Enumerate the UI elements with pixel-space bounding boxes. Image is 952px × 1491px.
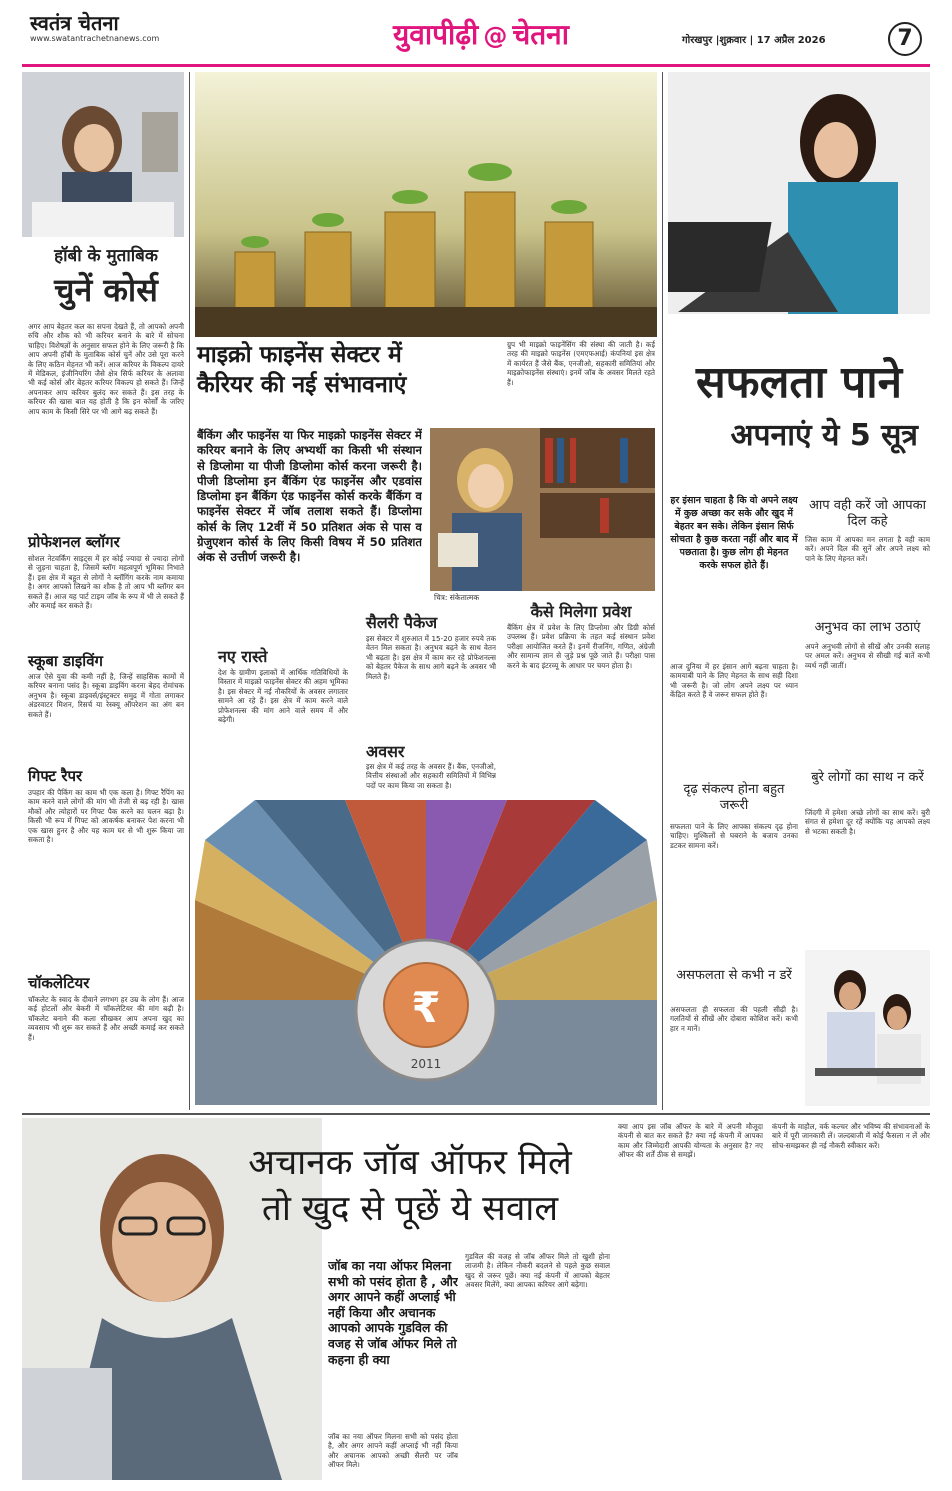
tip1-body: जिस काम में आपका मन लगता है वही काम करें। अपने दिल की सुनें और अपने लक्ष्य को पाने के लिए मेहनत करें। xyxy=(805,535,930,563)
job-offer-headline-line1: अचानक जॉब ऑफर मिले xyxy=(248,1143,572,1183)
opportunity-body: इस क्षेत्र में कई तरह के अवसर हैं। बैंक, एनजीओ, वित्तीय संस्थाओं और सहकारी समितियों में विभिन्न पदों पर काम किया जा सकता है। xyxy=(366,762,496,790)
chocolatier-body: चॉकलेट के स्वाद के दीवाने लगभग हर उम्र के लोग हैं। आज कई होटलों और बेकरी में चॉकलेटियर की मांग बढ़ी है। चॉकलेट बनाने की कला सीखकर आप अपना खुद का व्यवसाय भी शुरू कर सकते हैं और अच्छी कमाई कर सकते हैं। xyxy=(28,995,184,1042)
microfinance-top-right-text: ग्रुप भी माइक्रो फाइनेंसिंग की संस्था की जाती है। कई तरह की माइक्रो फाइनेंस (एमएफआई) कंपनियां इस क्षेत्र में कार्यरत हैं जैसे बैंक, एनजीओ, सहकारी समितियां और माइक्रोफाइनेंस संस्थाएं। इनमें जॉब के अवसर मिलते रहते हैं। xyxy=(507,340,655,387)
page-number: 7 xyxy=(888,22,922,56)
job-offer-col-c: कंपनी के माहौल, वर्क कल्चर और भविष्य की संभावनाओं के बारे में पूरी जानकारी लें। जल्दबाजी में कोई फैसला न लें और सोच-समझकर ही नई नौकरी स्वीकार करें। xyxy=(772,1122,930,1150)
salary-title: सैलरी पैकेज xyxy=(366,613,438,632)
salary-body: इस सेक्टर में शुरुआत में 15-20 हजार रुपये तक वेतन मिल सकता है। अनुभव बढ़ने के साथ वेतन भी बढ़ता है। इस क्षेत्र में काम कर रहे प्रोफेशनल्स को बेहतर पैकेज के साथ आगे बढ़ने के अवसर भी मिलते हैं। xyxy=(366,634,496,681)
student-library-photo xyxy=(430,428,655,591)
left-column-divider xyxy=(189,72,190,1110)
section-banner xyxy=(333,15,629,57)
woman-laptop-photo xyxy=(668,72,930,314)
job-offer-lead-small: जॉब का नया ऑफर मिलना सभी को पसंद होता है, और अगर आपने कहीं अप्लाई भी नहीं किया और अचानक आपको अच्छी सैलरी पर जॉब ऑफर मिले। xyxy=(328,1432,458,1470)
tip4-title: बुरे लोगों का साथ न करें xyxy=(811,770,924,785)
gift-wrapper-body: उपहार की पैकिंग का काम भी एक कला है। गिफ्ट रैपिंग का काम करने वाले लोगों की मांग भी तेजी से बढ़ रही है। खास मौकों और त्योहारों पर गिफ्ट पैक करने का चलन बढ़ा है। किसी भी रूप में गिफ्ट को आकर्षक बनाकर पेश करना भी एक खास हुनर है और यह काम घर से भी शुरू किया जा सकता है। xyxy=(28,788,184,845)
new-paths-body: देश के ग्रामीण इलाकों में आर्थिक गतिविधियों के विस्तार में माइक्रो फाइनेंस सेक्टर की अहम भूमिका है। इस सेक्टर में नई नौकरियों के अवसर लगातार सामने आ रहे हैं। इस क्षेत्र में काम करने वाले प्रोफेशनल्स की मांग आने वाले समय में और बढ़ेगी। xyxy=(218,668,348,725)
gift-wrapper-title: गिफ्ट रैपर xyxy=(28,767,83,785)
chocolatier-title: चॉकलेटियर xyxy=(28,974,90,992)
tip3-body: सफलता पाने के लिए आपका संकल्प दृढ़ होना चाहिए। मुश्किलों से घबराने के बजाय उनका डटकर सामना करें। xyxy=(670,822,798,850)
hobby-intro: अगर आप बेहतर कल का सपना देखते हैं, तो आपको अपनी रुचि और शौक को भी करियर बनाने के बारे में सोचना चाहिए। विशेषज्ञों के अनुसार सफल होने के लिए जरूरी है कि आप अपनी हॉबी के मुताबिक कोर्स चुनें और उसे पूरा करने के लिए कठिन मेहनत भी करें। आज करियर के विकल्प दायरे में मेडिकल, इंजीनियरिंग जैसे क्षेत्र सिर्फ करियर के अलावा भी कई कोर्स और बेहतर करियर विकल्प हो सकते हैं। जिन्हें अपनाकर आप करियर बुलंद कर सकते हैं। इस तरह के करियर की खास बात यह होती है कि इन कोर्सों के जरिए आप काम के किसी सिरे पर भी आगे बढ़ सकते हैं। xyxy=(28,322,184,416)
bottom-section-rule xyxy=(22,1113,930,1115)
microfinance-headline-line1: माइक्रो फाइनेंस सेक्टर में xyxy=(197,342,402,368)
new-paths-title: नए रास्ते xyxy=(218,647,268,666)
website-url: www.swatantrachetnanews.com xyxy=(30,34,160,43)
section-title-at: @ xyxy=(483,22,508,50)
job-offer-headline-line2: तो खुद से पूछें ये सवाल xyxy=(261,1189,559,1229)
job-offer-col-b: क्या आप इस जॉब ऑफर के बारे में अपनी मौजूदा कंपनी से बात कर सकते हैं? क्या नई कंपनी में आपका काम और जिम्मेदारी आपकी योग्यता के अनुसार है? नए ऑफर की शर्तें ठीक से समझें। xyxy=(618,1122,763,1160)
dateline: गोरखपुर |शुक्रवार | 17 अप्रैल 2026 xyxy=(682,35,826,46)
scuba-body: आज ऐसे युवा की कमी नहीं है, जिन्हें साहसिक कामों में करियर बनाना पसंद है। स्कूबा डाइविंग करना बेहद रोमांचक अनुभव है। स्कूबा डाइवर्स/इंस्ट्रक्टर समुद्र में गोता लगाकर अंडरवाटर मिशन, रिसर्च या रेस्क्यू ऑपरेशन का अंग बन सकते हैं। xyxy=(28,672,184,719)
masthead-rule xyxy=(22,64,930,67)
job-offer-col-a: गुडविल की वजह से जॉब ऑफर मिले तो खुशी होना लाजमी है। लेकिन नौकरी बदलने से पहले कुछ सवाल खुद से जरूर पूछें। क्या नई कंपनी में आपको बेहतर अवसर मिलेंगे, क्या आपका करियर आगे बढ़ेगा। xyxy=(465,1252,610,1290)
coins-plants-photo xyxy=(195,72,657,337)
section-title-left: युवापीढ़ी xyxy=(393,18,479,51)
blogger-body: सोशल नेटवर्किंग साइट्स में हर कोई ज्यादा से ज्यादा लोगों से जुड़ना चाहता है, जिसमें ब्लॉग महत्वपूर्ण भूमिका निभाते हैं। इस क्षेत्र में बहुत से लोगों ने ब्लॉगिंग करके नाम कमाया है। अगर आपको लिखने का शौक है तो आप भी ब्लॉगर बन सकते हैं। आज यह पार्ट टाइम जॉब के रूप में भी ले सकते हैं और कमाई कर सकते हैं। xyxy=(28,554,184,611)
microfinance-lead: बैंकिंग और फाइनेंस या फिर माइक्रो फाइनेंस सेक्टर में करियर बनाने के लिए अभ्यर्थी का किसी भी संस्थान से डिप्लोमा या पीजी डिप्लोमा कोर्स करना जरूरी है। पीजी डिप्लोमा इन बैंकिंग एंड फाइनेंस और एडवांस डिप्लोमा इन बैंकिंग एंड फाइनेंस कोर्स करके बैंकिंग व फाइनेंस सेक्टर में जॉब तलाश सकते हैं। डिप्लोमा कोर्स के लिए 12वीं में 50 प्रतिशत अंक से पास व ग्रेजुएशन कोर्स के लिए किसी विषय में 50 प्रतिशत अंक से उत्तीर्ण जरूरी है। xyxy=(197,428,422,565)
student-photo-caption: चित्र: संकेतात्मक xyxy=(434,593,480,602)
success-headline-big: सफलता पाने xyxy=(695,357,903,408)
success-lead: हर इंसान चाहता है कि वो अपने लक्ष्य में कुछ अच्छा कर सके और खुद में बेहतर बन सके। लेकिन इंसान सिर्फ सोचता है कुछ करता नहीं और बाद में पछताता है। कुछ लोग ही मेहनत करके सफल होते हैं। xyxy=(670,495,798,571)
tip3-title: दृढ़ संकल्प होना बहुत जरूरी xyxy=(683,782,785,813)
tip2-title: अनुभव का लाभ उठाएं xyxy=(814,620,921,635)
tip1-title: आप वही करें जो आपका दिल कहे xyxy=(808,498,927,529)
opportunity-title: अवसर xyxy=(366,742,405,761)
admission-title: कैसे मिलेगा प्रवेश xyxy=(530,602,632,621)
tip4-body: जिंदगी में हमेशा अच्छे लोगों का साथ करें। बुरी संगत से हमेशा दूर रहें क्योंकि यह आपको लक्ष्य से भटका सकती है। xyxy=(805,808,930,836)
section-title-right: चेतना xyxy=(512,18,569,51)
admission-body: बैंकिंग क्षेत्र में प्रवेश के लिए डिप्लोमा और डिग्री कोर्स उपलब्ध हैं। प्रवेश प्रक्रिया के तहत कई संस्थान प्रवेश परीक्षा आयोजित करते हैं। इनमें रीजनिंग, गणित, अंग्रेजी और सामान्य ज्ञान से जुड़े प्रश्न पूछे जाते हैं। परीक्षा पास करने के बाद इंटरव्यू के आधार पर चयन होता है। xyxy=(507,623,655,670)
coin-year-text: 2011 xyxy=(410,1057,442,1071)
hobby-headline-top: हॉबी के मुताबिक xyxy=(54,246,158,266)
hobby-headline-big: चुनें कोर्स xyxy=(54,271,158,309)
blogger-title: प्रोफेशनल ब्लॉगर xyxy=(28,533,120,551)
center-right-divider xyxy=(662,72,663,1110)
rupee-coin-collage xyxy=(195,800,657,1105)
microfinance-headline xyxy=(197,340,497,400)
tip5-body: असफलता ही सफलता की पहली सीढ़ी है। गलतियों से सीखें और दोबारा कोशिश करें। कभी हार न मानें। xyxy=(670,1005,798,1033)
tip5-title: असफलता से कभी न डरें xyxy=(676,968,792,983)
scuba-title: स्कूबा डाइविंग xyxy=(28,652,103,670)
masthead xyxy=(0,0,952,68)
svg-text:₹: ₹ xyxy=(411,983,441,1032)
office-team-photo xyxy=(805,950,930,1106)
job-offer-lead: जॉब का नया ऑफर मिलना सभी को पसंद होता है , और अगर आपने कहीं अप्लाई भी नहीं किया और अचानक आपको आपके गुडविल की वजह से जॉब ऑफर मिले तो कहना ही क्या xyxy=(328,1258,458,1367)
tip2-body: अपने अनुभवी लोगों से सीखें और उनकी सलाह पर अमल करें। अनुभव से सीखी गई बातें कभी व्यर्थ नहीं जातीं। xyxy=(805,642,930,670)
microfinance-headline-line2: कैरियर की नई संभावनाएं xyxy=(197,372,407,398)
success-headline-sub: अपनाएं ये 5 सूत्र xyxy=(730,418,918,453)
brand-logo: स्वतंत्र चेतना xyxy=(30,11,119,35)
girl-studying-photo xyxy=(22,72,184,237)
success-body-left: आज दुनिया में हर इंसान आगे बढ़ना चाहता है। कामयाबी पाने के लिए मेहनत के साथ सही दिशा भी जरूरी है। जो लोग अपने लक्ष्य पर ध्यान केंद्रित करते हैं वे जरूर सफल होते हैं। xyxy=(670,662,798,700)
job-offer-headline xyxy=(190,1140,630,1232)
